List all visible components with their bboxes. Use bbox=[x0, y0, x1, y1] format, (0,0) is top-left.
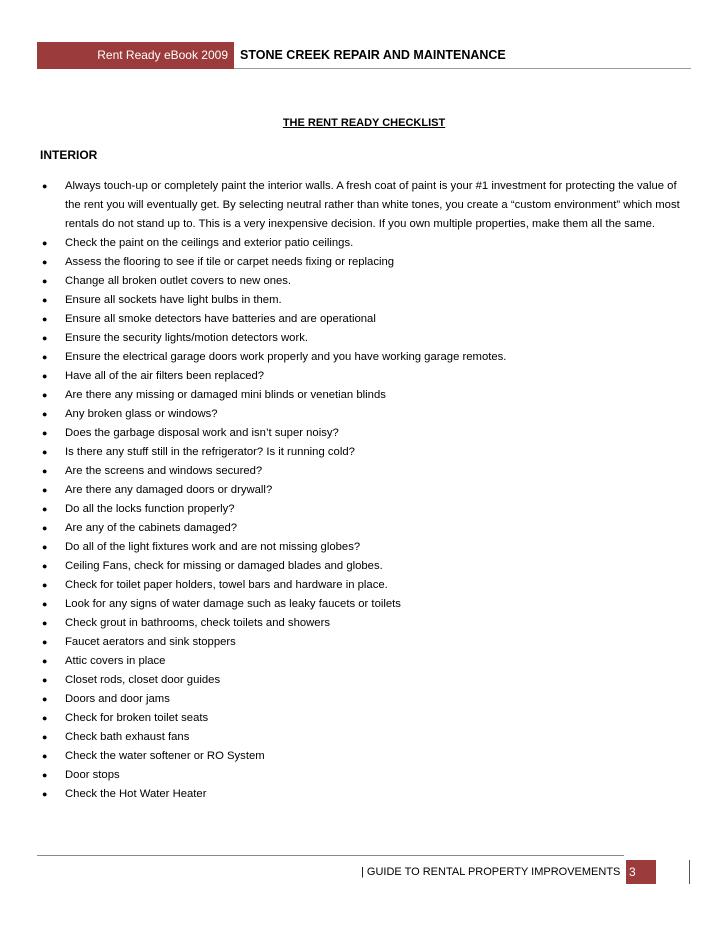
header-rule bbox=[234, 68, 691, 69]
checklist-item bbox=[40, 652, 690, 671]
checklist-item bbox=[40, 595, 690, 614]
page-footer bbox=[37, 855, 691, 885]
bullet-icon: ● bbox=[42, 276, 48, 286]
checklist-item-text: Check the Hot Water Heater bbox=[65, 788, 207, 800]
bullet-icon: ● bbox=[42, 789, 48, 799]
checklist-item bbox=[40, 348, 690, 367]
checklist-item-text: Check the water softener or RO System bbox=[65, 750, 265, 762]
bullet-icon: ● bbox=[42, 599, 48, 609]
checklist-item bbox=[40, 538, 690, 557]
page-number: 3 bbox=[626, 860, 656, 884]
bullet-icon: ● bbox=[42, 770, 48, 780]
checklist-item-text: Check the paint on the ceilings and exterior patio ceilings. bbox=[65, 237, 354, 249]
checklist-item bbox=[40, 519, 690, 538]
checklist-item bbox=[40, 671, 690, 690]
checklist-item bbox=[40, 633, 690, 652]
checklist-item-text: Are there any missing or damaged mini blinds or venetian blinds bbox=[65, 389, 386, 401]
bullet-icon: ● bbox=[42, 447, 48, 457]
checklist-item bbox=[40, 272, 690, 291]
bullet-icon: ● bbox=[42, 181, 48, 191]
checklist-item-text: Ensure the electrical garage doors work properly and you have working garage remotes. bbox=[65, 351, 507, 363]
checklist-item-text: Change all broken outlet covers to new ones. bbox=[65, 275, 292, 287]
footer-rule bbox=[37, 855, 624, 856]
checklist-item bbox=[40, 747, 690, 766]
checklist-item-text: Are any of the cabinets damaged? bbox=[65, 522, 238, 534]
checklist-item bbox=[40, 386, 690, 405]
bullet-icon: ● bbox=[42, 694, 48, 704]
bullet-icon: ● bbox=[42, 504, 48, 514]
checklist-item bbox=[40, 576, 690, 595]
bullet-icon: ● bbox=[42, 713, 48, 723]
checklist-item-text: Check bath exhaust fans bbox=[65, 731, 190, 743]
bullet-icon: ● bbox=[42, 637, 48, 647]
checklist-item-text: Attic covers in place bbox=[65, 655, 166, 667]
header-title: STONE CREEK REPAIR AND MAINTENANCE bbox=[240, 48, 506, 62]
checklist-item-text: Always touch-up or completely paint the interior walls. A fresh coat of paint is your #1 investment for protecting the value of the rent you will eventually get. By selecting neutral rather than white tones, you create a “custom environment” which most rentals do not stand up to. This is a very inexpensive decision. If you own multiple properties, make them all the same. bbox=[65, 180, 680, 230]
checklist-item-text: Ensure the security lights/motion detectors work. bbox=[65, 332, 308, 344]
checklist-item-text: Closet rods, closet door guides bbox=[65, 674, 221, 686]
bullet-icon: ● bbox=[42, 732, 48, 742]
checklist-item-text: Look for any signs of water damage such as leaky faucets or toilets bbox=[65, 598, 401, 610]
bullet-icon: ● bbox=[42, 371, 48, 381]
checklist-item bbox=[40, 557, 690, 576]
checklist-item-text: Check grout in bathrooms, check toilets and showers bbox=[65, 617, 330, 629]
checklist-item-text: Faucet aerators and sink stoppers bbox=[65, 636, 236, 648]
bullet-icon: ● bbox=[42, 295, 48, 305]
bullet-icon: ● bbox=[42, 238, 48, 248]
bullet-icon: ● bbox=[42, 656, 48, 666]
footer-text: | GUIDE TO RENTAL PROPERTY IMPROVEMENTS bbox=[361, 866, 621, 878]
checklist-item bbox=[40, 728, 690, 747]
bullet-icon: ● bbox=[42, 675, 48, 685]
section-heading: INTERIOR bbox=[40, 148, 98, 162]
checklist-item-text: Check for toilet paper holders, towel bars and hardware in place. bbox=[65, 579, 388, 591]
checklist-item bbox=[40, 690, 690, 709]
checklist-item bbox=[40, 709, 690, 728]
checklist-item-text: Do all the locks function properly? bbox=[65, 503, 235, 515]
checklist-item bbox=[40, 481, 690, 500]
bullet-icon: ● bbox=[42, 333, 48, 343]
page-header bbox=[37, 42, 691, 70]
checklist-item bbox=[40, 234, 690, 253]
checklist-item-text: Check for broken toilet seats bbox=[65, 712, 209, 724]
checklist-item-text: Any broken glass or windows? bbox=[65, 408, 218, 420]
checklist-item-text: Does the garbage disposal work and isn’t super noisy? bbox=[65, 427, 339, 439]
checklist-item-text: Are there any damaged doors or drywall? bbox=[65, 484, 273, 496]
checklist-item-text: Is there any stuff still in the refrigerator? Is it running cold? bbox=[65, 446, 355, 458]
bullet-icon: ● bbox=[42, 352, 48, 362]
bullet-icon: ● bbox=[42, 314, 48, 324]
bullet-icon: ● bbox=[42, 390, 48, 400]
bullet-icon: ● bbox=[42, 618, 48, 628]
checklist bbox=[40, 177, 690, 804]
bullet-icon: ● bbox=[42, 523, 48, 533]
checklist-item-text: Assess the flooring to see if tile or carpet needs fixing or replacing bbox=[65, 256, 395, 268]
checklist-item-text: Ensure all smoke detectors have batteries and are operational bbox=[65, 313, 376, 325]
checklist-item bbox=[40, 462, 690, 481]
document-title: THE RENT READY CHECKLIST bbox=[282, 117, 446, 129]
bullet-icon: ● bbox=[42, 561, 48, 571]
bullet-icon: ● bbox=[42, 257, 48, 267]
bullet-icon: ● bbox=[42, 409, 48, 419]
checklist-item bbox=[40, 424, 690, 443]
checklist-item-text: Ensure all sockets have light bulbs in them. bbox=[65, 294, 282, 306]
checklist-item bbox=[40, 367, 690, 386]
bullet-icon: ● bbox=[42, 466, 48, 476]
checklist-item bbox=[40, 177, 690, 234]
checklist-item-text: Ceiling Fans, check for missing or damaged blades and globes. bbox=[65, 560, 383, 572]
checklist-item-text: Door stops bbox=[65, 769, 120, 781]
checklist-item bbox=[40, 500, 690, 519]
checklist-item-text: Do all of the light fixtures work and are not missing globes? bbox=[65, 541, 361, 553]
checklist-item bbox=[40, 329, 690, 348]
checklist-item-text: Are the screens and windows secured? bbox=[65, 465, 263, 477]
checklist-item-text: Doors and door jams bbox=[65, 693, 170, 705]
checklist-item-text: Have all of the air filters been replaced? bbox=[65, 370, 265, 382]
footer-divider bbox=[689, 860, 690, 884]
checklist-item bbox=[40, 614, 690, 633]
bullet-icon: ● bbox=[42, 428, 48, 438]
checklist-item bbox=[40, 766, 690, 785]
document-title-container bbox=[0, 117, 728, 129]
checklist-item bbox=[40, 291, 690, 310]
checklist-item bbox=[40, 405, 690, 424]
bullet-icon: ● bbox=[42, 542, 48, 552]
checklist-item bbox=[40, 443, 690, 462]
header-tab: Rent Ready eBook 2009 bbox=[37, 42, 234, 69]
bullet-icon: ● bbox=[42, 485, 48, 495]
bullet-icon: ● bbox=[42, 751, 48, 761]
checklist-item bbox=[40, 785, 690, 804]
checklist-item bbox=[40, 310, 690, 329]
bullet-icon: ● bbox=[42, 580, 48, 590]
checklist-item bbox=[40, 253, 690, 272]
